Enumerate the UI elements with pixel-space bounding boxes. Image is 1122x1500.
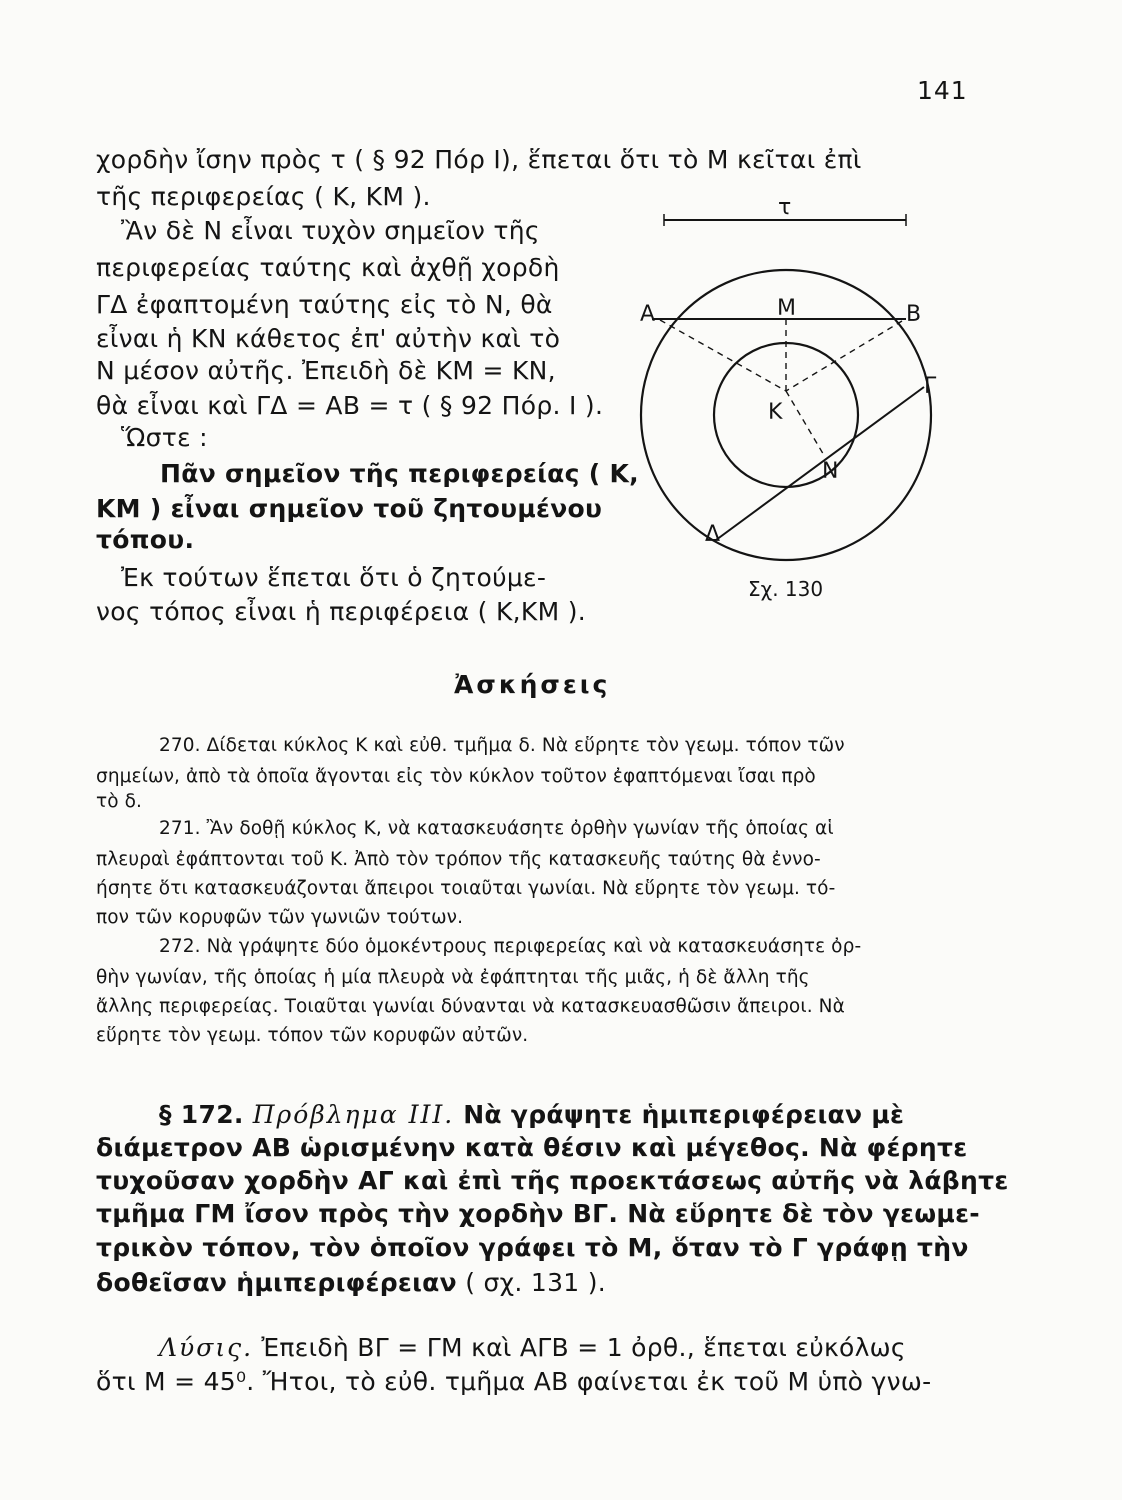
problem-line: τμῆμα ΓΜ ἴσον πρὸς τὴν χορδὴν ΒΓ. Νὰ εὕρητε δὲ τὸν γεωμε- [96, 1199, 980, 1228]
text-line: Ἐκ τούτων ἕπεται ὅτι ὁ ζητούμε- [121, 563, 547, 592]
exercise-line: πον τῶν κορυφῶν τῶν γωνιῶν τούτων. [96, 907, 464, 928]
problem-last-line [96, 1265, 606, 1301]
exercise-line: ἄλλης περιφερείας. Τοιαῦται γωνίαι δύνανται νὰ κατασκευασθῶσιν ἄπειροι. Νὰ [96, 996, 845, 1017]
text-line: ΓΔ ἐφαπτομένη ταύτης εἰς τὸ Ν, θὰ [96, 290, 553, 319]
chord-gd [716, 387, 924, 540]
problem-last-normal: ( σχ. 131 ). [456, 1268, 607, 1297]
text-line: θὰ εἶναι καὶ ΓΔ = ΑΒ = τ ( § 92 Πόρ. Ι ). [96, 391, 604, 420]
text-line: περιφερείας ταύτης καὶ ἀχθῇ χορδὴ [96, 253, 560, 282]
text-line: χορδὴν ἴσην πρὸς τ ( § 92 Πόρ Ι), ἕπεται ὅτι τὸ Μ κεῖται ἐπὶ [96, 145, 862, 174]
bold-text-line: ΚΜ ) εἶναι σημεῖον τοῦ ζητουμένου [96, 494, 603, 523]
problem-line: τρικὸν τόπον, τὸν ὁποῖον γράφει τὸ Μ, ὅταν τὸ Γ γράφῃ τὴν [96, 1233, 969, 1262]
label-K: Κ [768, 400, 783, 425]
figure-caption: Σχ. 130 [748, 577, 824, 601]
exercise-line: 272. Νὰ γράψητε δύο ὁμοκέντρους περιφερείας καὶ νὰ κατασκευάσητε ὀρ- [159, 936, 862, 957]
problem-line: τυχοῦσαν χορδὴν ΑΓ καὶ ἐπὶ τῆς προεκτάσεως αὐτῆς νὰ λάβητε [96, 1166, 1009, 1195]
text-line: τῆς περιφερείας ( Κ, ΚΜ ). [96, 182, 431, 211]
exercise-line: σημείων, ἀπὸ τὰ ὁποῖα ἄγονται εἰς τὸν κύκλον τοῦτον ἐφαπτόμεναι ἴσαι πρὸ [96, 766, 816, 787]
label-G: Γ [924, 374, 937, 399]
dashed-kn [786, 391, 825, 457]
bold-text-line: τόπου. [96, 525, 195, 554]
exercise-line: τὸ δ. [96, 791, 143, 812]
exercise-line: θὴν γωνίαν, τῆς ὁποίας ἡ μία πλευρὰ νὰ ἐφάπτηται τῆς μιᾶς, ἡ δὲ ἄλλη τῆς [96, 967, 810, 988]
text-line: νος τόπος εἶναι ἡ περιφέρεια ( Κ,ΚΜ ). [96, 597, 587, 626]
label-N: Ν [822, 459, 839, 484]
dashed-kb [786, 321, 902, 391]
text-line: εἶναι ἡ ΚΝ κάθετος ἐπ' αὐτὴν καὶ τὸ [96, 324, 561, 353]
figure-130 [620, 195, 960, 610]
problem-title: Πρόβλημα ΙΙΙ. [252, 1100, 455, 1129]
solution-line-2: ὅτι Μ = 45⁰. Ἤτοι, τὸ εὐθ. τμῆμα ΑΒ φαίνεται ἐκ τοῦ Μ ὑπὸ γνω- [96, 1367, 932, 1396]
exercises-heading: Ἀσκήσεις [454, 670, 611, 699]
text-line: Ν μέσον αὐτῆς. Ἐπειδὴ δὲ ΚΜ = ΚΝ, [96, 356, 556, 385]
text-line: Ἂν δὲ Ν εἶναι τυχὸν σημεῖον τῆς [121, 216, 540, 245]
exercise-line: εὕρητε τὸν γεωμ. τόπον τῶν κορυφῶν αὐτῶν. [96, 1025, 529, 1046]
label-D: Δ [705, 522, 721, 547]
label-B: Β [906, 302, 922, 327]
exercise-line: 271. Ἂν δοθῇ κύκλος Κ, νὰ κατασκευάσητε ὀρθὴν γωνίαν τῆς ὁποίας αἱ [159, 818, 834, 839]
exercise-line: πλευραὶ ἐφάπτονται τοῦ Κ. Ἀπὸ τὸν τρόπον τῆς κατασκευῆς ταύτης θὰ ἐννο- [96, 849, 821, 870]
label-tau: τ [778, 195, 792, 220]
label-A: Α [640, 302, 656, 327]
solution-line-1 [159, 1330, 906, 1366]
problem-line: διάμετρον ΑΒ ὡρισμένην κατὰ θέσιν καὶ μέγεθος. Νὰ φέρητε [96, 1133, 968, 1162]
bold-text-line: Πᾶν σημεῖον τῆς περιφερείας ( Κ, [160, 459, 639, 488]
page-number: 141 [917, 76, 968, 105]
exercise-line: ήσητε ὅτι κατασκευάζονται ἄπειροι τοιαῦται γωνίαι. Νὰ εὕρητε τὸν γεωμ. τό- [96, 878, 836, 899]
problem-number: § 172. [159, 1100, 244, 1129]
label-M: Μ [777, 296, 796, 321]
text-line: Ὥστε : [121, 423, 208, 452]
problem-line-1 [159, 1097, 904, 1133]
exercise-line: 270. Δίδεται κύκλος Κ καὶ εὐθ. τμῆμα δ. Νὰ εὕρητε τὸν γεωμ. τόπον τῶν [159, 735, 845, 756]
solution-label: Λύσις. [159, 1333, 254, 1362]
problem-last-bold: δοθεῖσαν ἡμιπεριφέρειαν [96, 1268, 457, 1297]
solution-line-1-text: Ἐπειδὴ ΒΓ = ΓΜ καὶ ΑΓΒ = 1 ὀρθ., ἕπεται εὐκόλως [253, 1333, 906, 1362]
problem-line-1-rest: Νὰ γράψητε ἡμιπεριφέρειαν μὲ [463, 1100, 905, 1129]
